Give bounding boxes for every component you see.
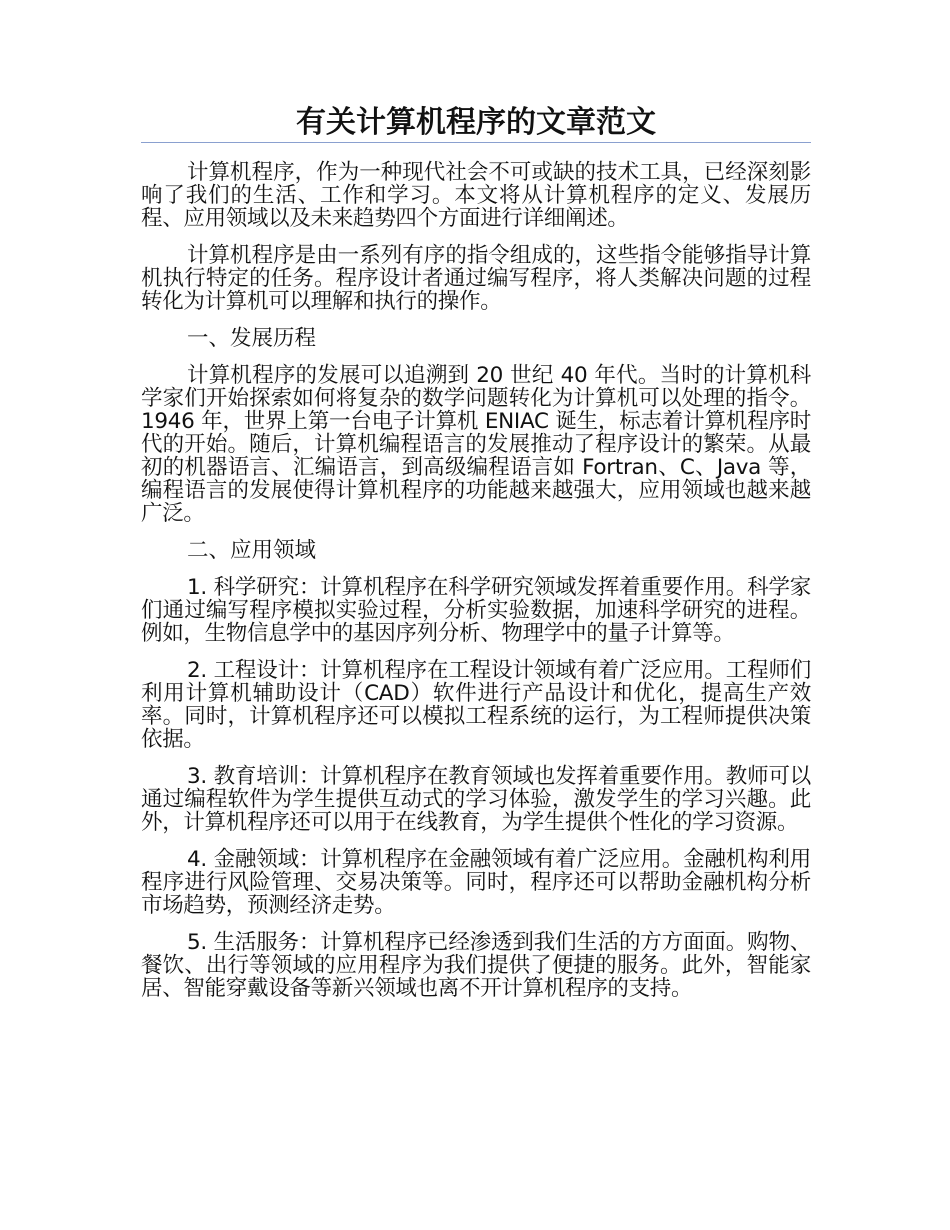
section-heading-development: 一、发展历程 — [187, 326, 317, 351]
application-item-daily-life: 5. 生活服务：计算机程序已经渗透到我们生活的方方面面。购物、餐饮、出行等领域的应用程序为我们提供了便捷的服务。此外，智能家居、智能穿戴设备等新兴领域也离不开计算机程序的支持。 — [141, 930, 811, 1001]
application-item-finance: 4. 金融领域：计算机程序在金融领域有着广泛应用。金融机构利用程序进行风险管理、交易决策等。同时，程序还可以帮助金融机构分析市场趋势，预测经济走势。 — [141, 847, 811, 918]
application-item-engineering: 2. 工程设计：计算机程序在工程设计领域有着广泛应用。工程师们利用计算机辅助设计（CAD）软件进行产品设计和优化，提高生产效率。同时，计算机程序还可以模拟工程系统的运行，为工程师提供决策依据。 — [141, 658, 811, 752]
application-item-education: 3. 教育培训：计算机程序在教育领域也发挥着重要作用。教师可以通过编程软件为学生提供互动式的学习体验，激发学生的学习兴趣。此外，计算机程序还可以用于在线教育，为学生提供个性化的学习资源。 — [141, 764, 811, 835]
application-item-science: 1. 科学研究：计算机程序在科学研究领域发挥着重要作用。科学家们通过编写程序模拟实验过程，分析实验数据，加速科学研究的进程。例如，生物信息学中的基因序列分析、物理学中的量子计算等。 — [141, 575, 811, 646]
intro-paragraph-2: 计算机程序是由一系列有序的指令组成的，这些指令能够指导计算机执行特定的任务。程序设计者通过编写程序，将人类解决问题的过程转化为计算机可以理解和执行的操作。 — [141, 243, 811, 314]
intro-paragraph-1: 计算机程序，作为一种现代社会不可或缺的技术工具，已经深刻影响了我们的生活、工作和学习。本文将从计算机程序的定义、发展历程、应用领域以及未来趋势四个方面进行详细阐述。 — [141, 160, 811, 231]
title-underline — [141, 142, 811, 143]
section-heading-applications: 二、应用领域 — [187, 538, 317, 563]
development-paragraph: 计算机程序的发展可以追溯到 20 世纪 40 年代。当时的计算机科学家们开始探索如何将复杂的数学问题转化为计算机可以处理的指令。1946 年，世界上第一台电子计算机 ENIAC 诞生，标志着计算机程序时代的开始。随后，计算机编程语言的发展推动了程序设计的繁荣。从最初的机器语言、汇编语言，到高级编程语言如 Fortran、C、Java 等，编程语言的发展使得计算机程序的功能越来越强大，应用领域也越来越广泛。 — [141, 363, 811, 526]
document-page — [141, 104, 811, 1014]
document-title: 有关计算机程序的文章范文 — [296, 105, 656, 140]
